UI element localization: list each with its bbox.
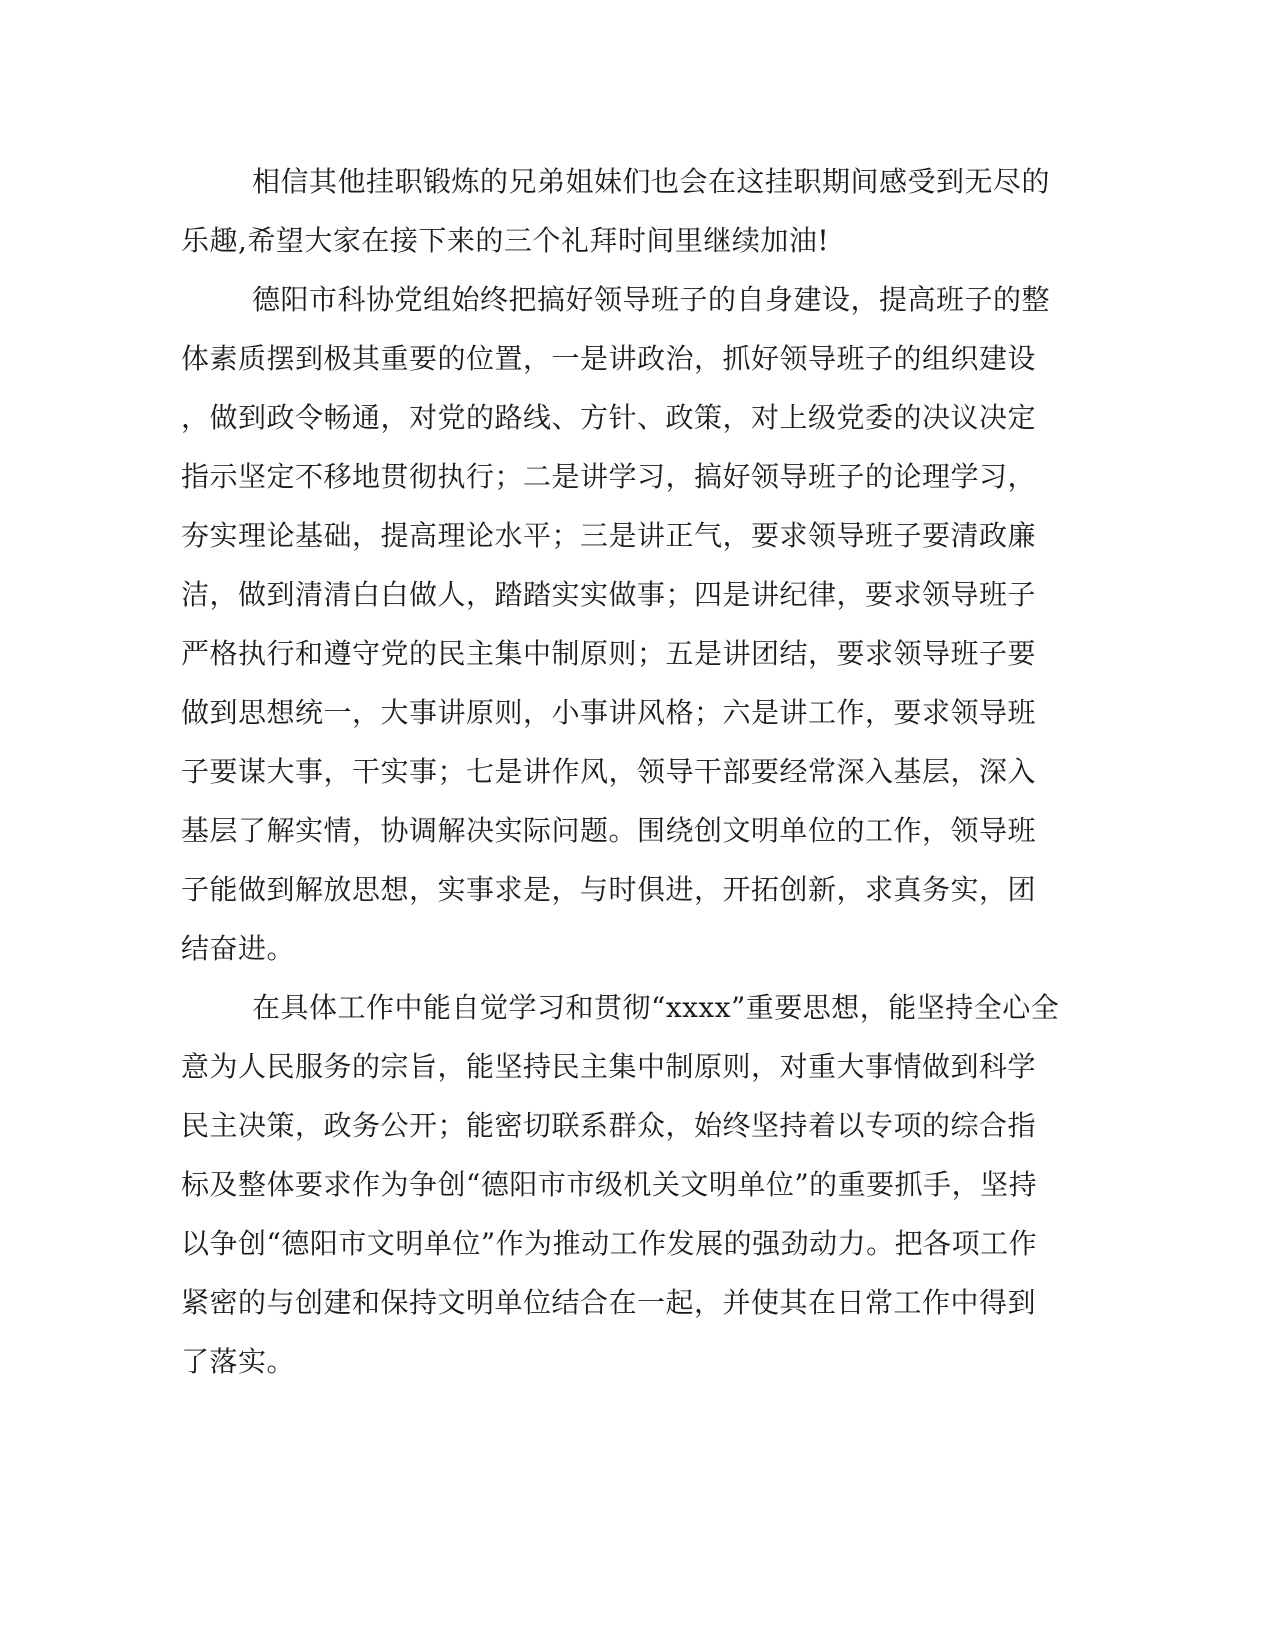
paragraph-line: ，做到政令畅通，对党的路线、方针、政策，对上级党委的决议决定 (181, 401, 1037, 434)
paragraph-line: 以争创“德阳市文明单位”作为推动工作发展的强劲动力。把各项工作 (181, 1227, 1038, 1260)
paragraph-line: 乐趣,希望大家在接下来的三个礼拜时间里继续加油! (181, 224, 830, 257)
paragraph-line: 意为人民服务的宗旨，能坚持民主集中制原则，对重大事情做到科学 (181, 1050, 1037, 1083)
paragraph-line: 夯实理论基础，提高理论水平；三是讲正气，要求领导班子要清政廉 (181, 519, 1037, 552)
paragraph-line: 做到思想统一，大事讲原则，小事讲风格；六是讲工作，要求领导班 (181, 696, 1037, 729)
paragraph-line: 子要谋大事，干实事；七是讲作风，领导干部要经常深入基层，深入 (181, 755, 1037, 788)
paragraph-line: 子能做到解放思想，实事求是，与时俱进，开拓创新，求真务实，团 (181, 873, 1037, 906)
paragraph-line: 紧密的与创建和保持文明单位结合在一起，并使其在日常工作中得到 (181, 1286, 1037, 1319)
paragraph-line: 体素质摆到极其重要的位置，一是讲政治，抓好领导班子的组织建设 (181, 342, 1037, 375)
paragraph-line: 结奋进。 (181, 932, 296, 965)
paragraph-line: 指示坚定不移地贯彻执行；二是讲学习，搞好领导班子的论理学习， (181, 460, 1037, 493)
paragraph-line: 洁，做到清清白白做人，踏踏实实做事；四是讲纪律，要求领导班子 (181, 578, 1037, 611)
paragraph-line: 标及整体要求作为争创“德阳市市级机关文明单位”的重要抓手，坚持 (181, 1168, 1038, 1201)
paragraph-line: 在具体工作中能自觉学习和贯彻“xxxx”重要思想，能坚持全心全 (252, 991, 1060, 1024)
paragraph-line: 严格执行和遵守党的民主集中制原则；五是讲团结，要求领导班子要 (181, 637, 1037, 670)
paragraph-line: 民主决策，政务公开；能密切联系群众，始终坚持着以专项的综合指 (181, 1109, 1037, 1142)
paragraph-line: 了落实。 (181, 1345, 296, 1378)
paragraph-line: 基层了解实情，协调解决实际问题。围绕创文明单位的工作，领导班 (181, 814, 1037, 847)
paragraph-line: 德阳市科协党组始终把搞好领导班子的自身建设，提高班子的整 (252, 283, 1051, 316)
paragraph-line: 相信其他挂职锻炼的兄弟姐妹们也会在这挂职期间感受到无尽的 (252, 165, 1051, 198)
